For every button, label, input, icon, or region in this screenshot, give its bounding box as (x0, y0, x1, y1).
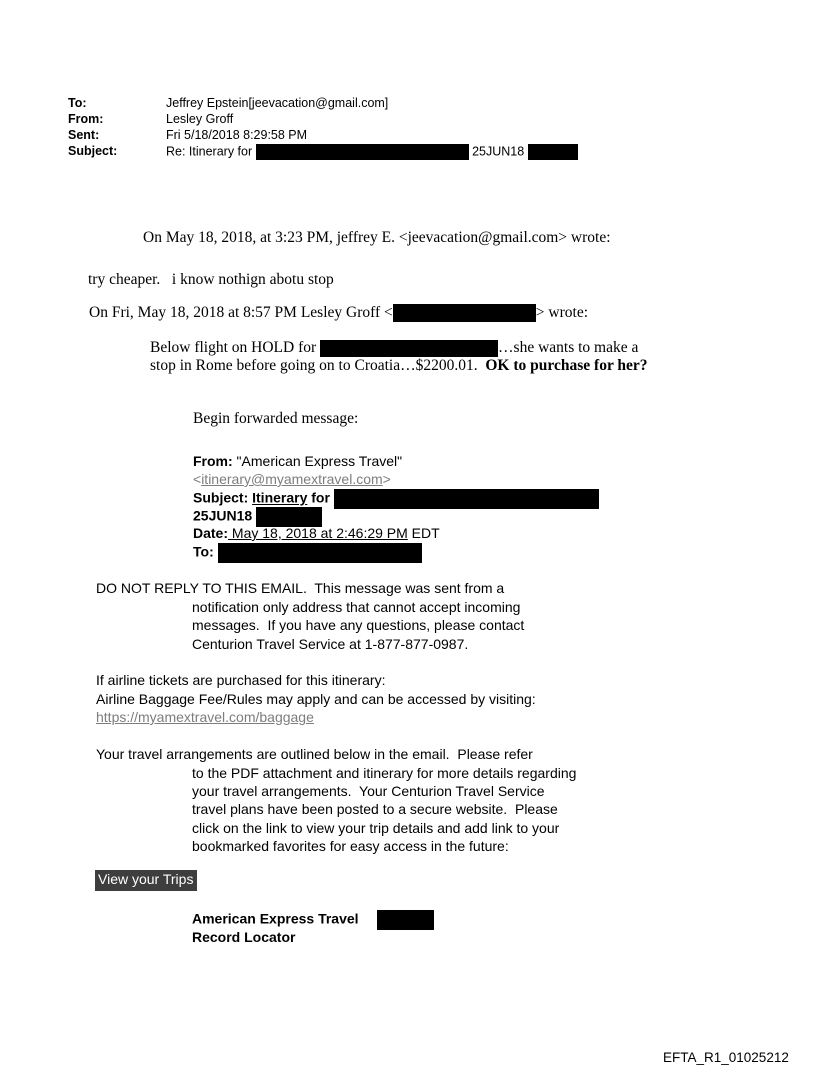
begin-forwarded-label: Begin forwarded message: (193, 410, 359, 427)
header-subject-prefix: Re: Itinerary for (166, 144, 256, 159)
view-trips-line (95, 870, 197, 891)
fwd-to-label: To: (193, 543, 218, 560)
header-sent-value: Fri 5/18/2018 8:29:58 PM (166, 128, 308, 142)
fwd-email-line (193, 471, 391, 488)
quote-header-2-prefix: On Fri, May 18, 2018 at 8:57 PM Lesley Groff < (89, 304, 393, 321)
header-subject-value (166, 144, 578, 160)
baggage-link-line (96, 709, 314, 726)
notice-line-1: DO NOT REPLY TO THIS EMAIL. This message was sent from a (96, 580, 505, 596)
baggage-line-2: Airline Baggage Fee/Rules may apply and can be accessed by visiting: (96, 691, 536, 707)
arrangements-line-4: travel plans have been posted to a secure website. Please (192, 801, 558, 817)
header-from-value: Lesley Groff (166, 112, 234, 126)
header-from-label: From: (68, 112, 104, 126)
fwd-subject-line (193, 489, 599, 509)
arrangements-line-5: click on the link to view your trip details and add link to your (192, 820, 560, 836)
hold-line1-prefix: Below flight on HOLD for (150, 339, 321, 356)
arrangements-line-3: your travel arrangements. Your Centurion Travel Service (192, 783, 545, 799)
record-locator-line-1 (192, 910, 434, 930)
fwd-from-label: From: (193, 453, 233, 469)
fwd-from-line (193, 453, 402, 470)
redaction-box-groff-email (393, 304, 536, 322)
hold-line2-text: stop in Rome before going on to Croatia…$2200.01. (150, 357, 486, 374)
notice-line-4: Centurion Travel Service at 1-877-877-0987. (192, 636, 469, 652)
fwd-date-code: 25JUN18 (193, 507, 257, 524)
redaction-box-fwd-subject-name (334, 489, 599, 509)
hold-message-line-1 (150, 339, 638, 358)
notice-line-2: notification only address that cannot accept incoming (192, 599, 521, 615)
fwd-subject-line-2 (193, 507, 322, 527)
redaction-box-subject-trailing (528, 144, 578, 160)
quote-header-1: On May 18, 2018, at 3:23 PM, jeffrey E. <jeevacation@gmail.com> wrote: (143, 229, 611, 246)
redaction-box-fwd-subject-trailing (256, 507, 322, 527)
fwd-angle-close: > (382, 471, 391, 487)
baggage-link[interactable]: https://myamextravel.com/baggage (96, 709, 314, 725)
reply-body: try cheaper. i know nothign abotu stop (88, 271, 334, 288)
header-to-label: To: (68, 96, 87, 110)
baggage-line-1: If airline tickets are purchased for this itinerary: (96, 672, 386, 688)
fwd-subject-itinerary-word: Itinerary (252, 489, 308, 506)
fwd-subject-rest: for (307, 489, 334, 506)
view-your-trips-link[interactable]: View your Trips (95, 870, 197, 891)
record-locator-brand: American Express Travel (192, 910, 359, 927)
fwd-date-tz: EDT (407, 525, 440, 541)
notice-line-3: messages. If you have any questions, please contact (192, 617, 525, 633)
header-sent-label: Sent: (68, 128, 100, 142)
fwd-date-label: Date: (193, 525, 229, 541)
fwd-date-value: May 18, 2018 at 2:46:29 PM (228, 525, 408, 541)
redaction-box-record-locator (377, 910, 434, 930)
fwd-from-value: "American Express Travel" (232, 453, 403, 469)
fwd-subject-label: Subject: (193, 489, 253, 506)
bates-number: EFTA_R1_01025212 (663, 1050, 789, 1065)
hold-message-line-2 (150, 357, 648, 376)
arrangements-line-2: to the PDF attachment and itinerary for more details regarding (192, 765, 577, 781)
header-subject-label: Subject: (68, 144, 118, 158)
redaction-box-fwd-to (218, 543, 422, 563)
arrangements-line-1: Your travel arrangements are outlined below in the email. Please refer (96, 746, 533, 762)
redaction-box-subject-name (256, 144, 469, 160)
fwd-to-line (193, 543, 422, 563)
fwd-date-line (193, 525, 440, 542)
hold-line1-suffix: …she wants to make a (498, 339, 639, 356)
header-subject-mid: 25JUN18 (468, 144, 528, 159)
header-to-value: Jeffrey Epstein[jeevacation@gmail.com] (166, 96, 389, 110)
quote-header-2 (89, 304, 588, 323)
quote-header-2-suffix: > wrote: (535, 304, 589, 321)
record-locator-line-2: Record Locator (192, 929, 296, 945)
hold-line2-question: OK to purchase for her? (485, 357, 648, 374)
redaction-box-passenger-name (320, 340, 498, 357)
fwd-angle-open: < (193, 471, 202, 487)
fwd-email-link[interactable]: itinerary@myamextravel.com (201, 471, 383, 487)
arrangements-line-6: bookmarked favorites for easy access in the future: (192, 838, 509, 854)
